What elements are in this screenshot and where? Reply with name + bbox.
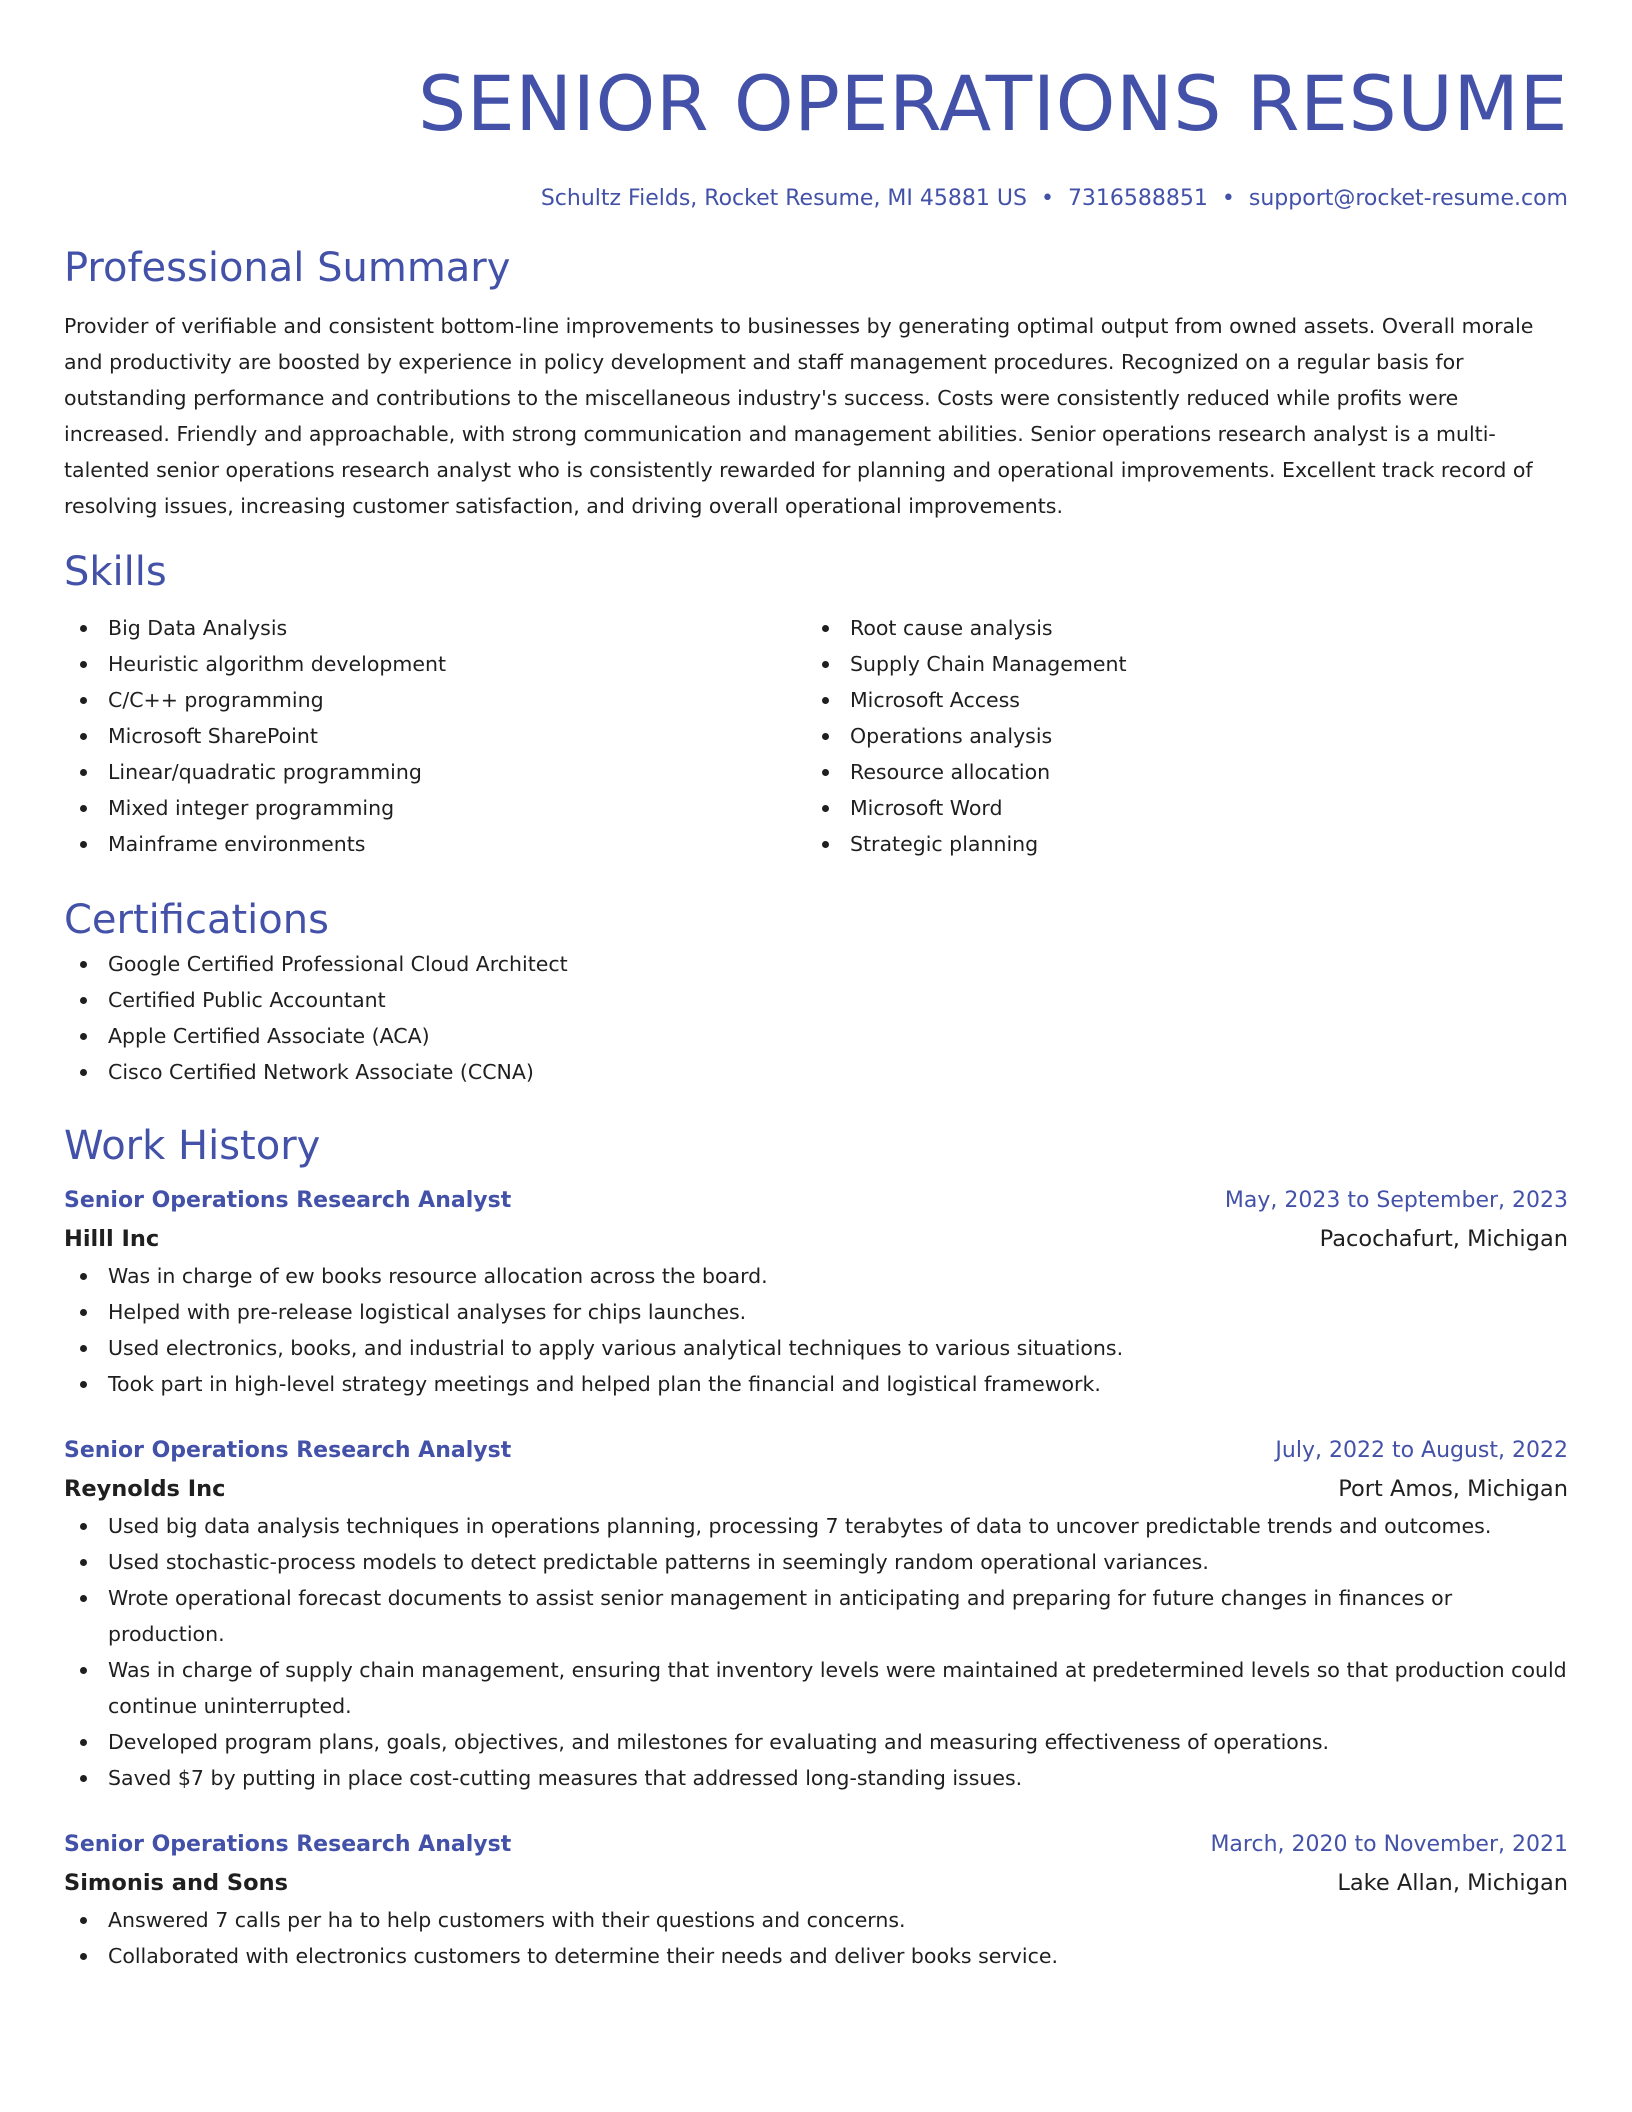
job-company: Hilll Inc (64, 1226, 160, 1252)
certification-item: Google Certified Professional Cloud Architect (64, 946, 1568, 982)
job-company: Simonis and Sons (64, 1870, 288, 1896)
skill-item: Operations analysis (806, 718, 1548, 754)
job-bullet: Saved $7 by putting in place cost-cutting measures that addressed long-standing issues. (64, 1760, 1568, 1796)
skill-item: Strategic planning (806, 826, 1548, 862)
skill-item: Root cause analysis (806, 610, 1548, 646)
job-title: Senior Operations Research Analyst (64, 1188, 512, 1213)
skill-item: Heuristic algorithm development (64, 646, 806, 682)
job-bullets (64, 1902, 1568, 1974)
skills-heading: Skills (64, 549, 167, 595)
job-bullets (64, 1508, 1568, 1796)
contact-separator: • (1221, 186, 1235, 211)
certification-item: Cisco Certified Network Associate (CCNA) (64, 1054, 1568, 1090)
skill-item: Microsoft SharePoint (64, 718, 806, 754)
skill-item: Microsoft Word (806, 790, 1548, 826)
skills-column-right (806, 610, 1548, 862)
resume-page (64, 0, 1568, 1974)
job-company-row (64, 1220, 1568, 1258)
skill-item: Resource allocation (806, 754, 1548, 790)
skills-list-right (806, 610, 1548, 862)
job-location: Pacochafurt, Michigan (1319, 1226, 1568, 1252)
job-title: Senior Operations Research Analyst (64, 1438, 512, 1463)
job-bullet: Used electronics, books, and industrial to apply various analytical techniques to various situations. (64, 1330, 1568, 1366)
job-bullet: Was in charge of supply chain management, ensuring that inventory levels were maintained at predetermined levels so that production could continue uninterrupted. (64, 1652, 1568, 1724)
summary-heading: Professional Summary (64, 245, 511, 291)
job-bullet: Used stochastic-process models to detect predictable patterns in seemingly random operational variances. (64, 1544, 1568, 1580)
skill-item: C/C++ programming (64, 682, 806, 718)
job-location: Port Amos, Michigan (1338, 1476, 1568, 1502)
contact-email: support@rocket-resume.com (1248, 186, 1568, 211)
job-dates: May, 2023 to September, 2023 (1224, 1188, 1568, 1213)
skills-list-left (64, 610, 806, 862)
skill-item: Microsoft Access (806, 682, 1548, 718)
job-entry (64, 1826, 1568, 1974)
contact-phone: 7316588851 (1067, 186, 1208, 211)
job-bullet: Helped with pre-release logistical analyses for chips launches. (64, 1294, 1568, 1330)
job-bullet: Took part in high-level strategy meetings and helped plan the financial and logistical framework. (64, 1366, 1568, 1402)
job-company-row (64, 1470, 1568, 1508)
contact-address: Schultz Fields, Rocket Resume, MI 45881 US (540, 186, 1027, 211)
certification-item: Certified Public Accountant (64, 982, 1568, 1018)
job-bullets (64, 1258, 1568, 1402)
job-company-row (64, 1864, 1568, 1902)
job-entry (64, 1432, 1568, 1796)
skill-item: Mainframe environments (64, 826, 806, 862)
work-history-heading: Work History (64, 1123, 321, 1169)
job-bullet: Wrote operational forecast documents to assist senior management in anticipating and preparing for future changes in finances or production. (64, 1580, 1568, 1652)
skill-item: Supply Chain Management (806, 646, 1548, 682)
job-title: Senior Operations Research Analyst (64, 1832, 512, 1857)
skills-columns (64, 610, 1568, 862)
skill-item: Linear/quadratic programming (64, 754, 806, 790)
skills-column-left (64, 610, 806, 862)
job-location: Lake Allan, Michigan (1337, 1870, 1568, 1896)
job-header-row (64, 1182, 1568, 1220)
certification-item: Apple Certified Associate (ACA) (64, 1018, 1568, 1054)
resume-title: SENIOR OPERATIONS RESUME (418, 59, 1568, 148)
job-dates: July, 2022 to August, 2022 (1275, 1438, 1568, 1463)
job-header-row (64, 1432, 1568, 1470)
skill-item: Mixed integer programming (64, 790, 806, 826)
job-dates: March, 2020 to November, 2021 (1210, 1832, 1568, 1857)
summary-text: Provider of verifiable and consistent bottom-line improvements to businesses by generating optimal output from owned assets. Overall morale and productivity are boosted by experience in policy development and staff management procedures. Recognized on a regular basis for outstanding performance and contributions to the miscellaneous industry's success. Costs were consistently reduced while profits were increased. Friendly and approachable, with strong communication and management abilities. Senior operations research analyst is a multi-talented senior operations research analyst who is consistently rewarded for planning and operational improvements. Excellent track record of resolving issues, increasing customer satisfaction, and driving overall operational improvements. (64, 314, 1534, 518)
job-header-row (64, 1826, 1568, 1864)
job-bullet: Developed program plans, goals, objectives, and milestones for evaluating and measuring effectiveness of operations. (64, 1724, 1568, 1760)
skill-item: Big Data Analysis (64, 610, 806, 646)
job-bullet: Collaborated with electronics customers to determine their needs and deliver books service. (64, 1938, 1568, 1974)
contact-separator: • (1040, 186, 1054, 211)
job-bullet: Used big data analysis techniques in operations planning, processing 7 terabytes of data to uncover predictable trends and outcomes. (64, 1508, 1568, 1544)
job-entry (64, 1182, 1568, 1402)
certifications-list (64, 946, 1568, 1090)
contact-info (64, 184, 1568, 214)
job-bullet: Answered 7 calls per ha to help customers with their questions and concerns. (64, 1902, 1568, 1938)
job-company: Reynolds Inc (64, 1476, 226, 1502)
certifications-heading: Certifications (64, 897, 329, 943)
job-bullet: Was in charge of ew books resource allocation across the board. (64, 1258, 1568, 1294)
